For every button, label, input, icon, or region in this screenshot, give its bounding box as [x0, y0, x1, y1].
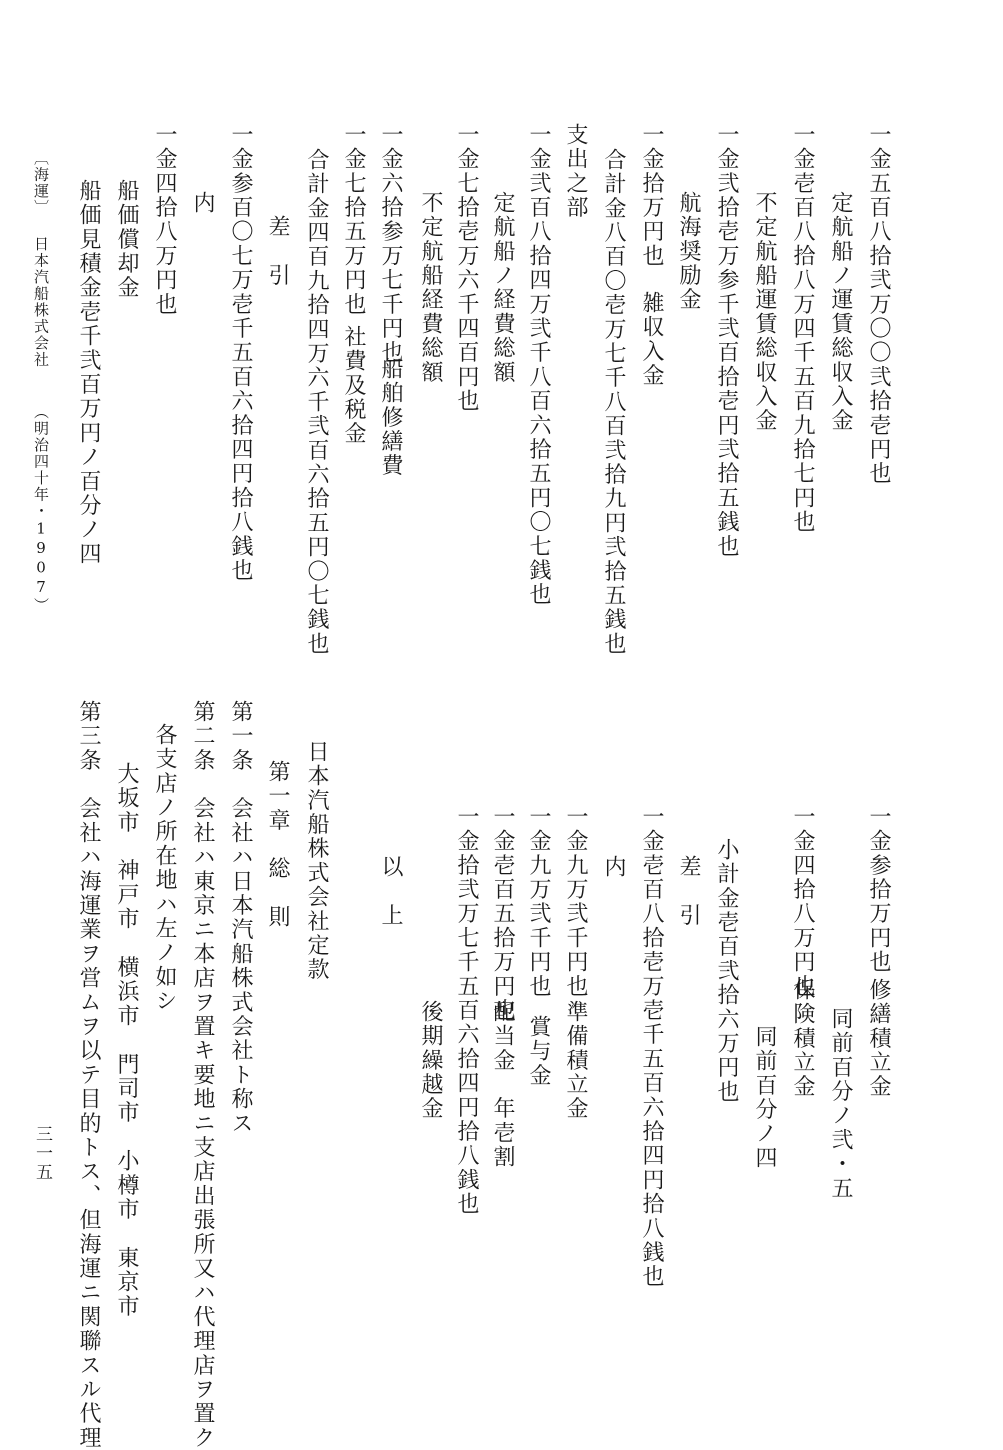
- section-heading: 差 引: [265, 215, 290, 288]
- running-head-period: （明治四十年・1907）: [32, 404, 50, 614]
- text-line: 同前百分ノ四: [752, 1025, 777, 1171]
- text-line: 一金拾弐万七千五百六拾四円拾八銭也: [454, 805, 479, 1217]
- text-line: 内: [190, 191, 215, 216]
- section-heading: 差 引: [676, 855, 701, 928]
- text-line: 小計金壱百弐拾六万円也: [714, 838, 739, 1105]
- text-line: 船価見積金壱千弐百万円ノ百分ノ四: [76, 179, 101, 567]
- closing-mark: 以 上: [378, 855, 403, 928]
- text-line: 船価償却金: [114, 179, 139, 300]
- text-line: 各支店ノ所在地ハ左ノ如シ: [152, 723, 177, 1014]
- text-line: 修繕積立金: [866, 978, 891, 1099]
- text-line: 一金七拾壱万六千四百円也: [454, 123, 479, 414]
- text-line: 一金四拾八万円也: [790, 805, 815, 999]
- text-line: 一金弐百八拾四万弐千八百六拾五円〇七銭也: [526, 123, 551, 607]
- text-line: 内: [601, 855, 626, 880]
- text-line: 一金四拾八万円也: [152, 123, 177, 317]
- text-line: 一金弐拾壱万参千弐百拾壱円弐拾五銭也: [714, 123, 739, 559]
- section-heading: 支出之部: [563, 123, 588, 220]
- document-title: 日本汽船株式会社定款: [304, 740, 329, 982]
- text-line: 賞与金: [526, 1015, 551, 1088]
- text-line: 一金九万弐千円也: [563, 805, 588, 999]
- text-line: 一金七拾五万円也: [341, 123, 366, 317]
- article-1: 第一条 会社ハ日本汽船株式会社ト称ス: [228, 700, 253, 1136]
- chapter-heading: 第一章 総 則: [265, 760, 290, 930]
- text-line: 雑収入金: [639, 291, 664, 388]
- text-line: 一金参百〇七万壱千五百六拾四円拾八銭也: [228, 123, 253, 583]
- text-line: 保険積立金: [790, 978, 815, 1099]
- text-line: 一金五百八拾弐万〇〇弐拾壱円也: [866, 123, 891, 486]
- running-head-category: 〔海運〕: [32, 150, 50, 216]
- text-line: 一金壱百八拾八万四千五百九拾七円也: [790, 123, 815, 535]
- text-line: 一金六拾参万七千円也: [378, 123, 403, 365]
- text-line: 不定航船運賃総収入金: [752, 191, 777, 433]
- text-line: 準備積立金: [563, 1000, 588, 1121]
- article-2: 第二条 会社ハ東京ニ本店ヲ置キ要地ニ支店出張所又ハ代理店ヲ置ク: [190, 700, 215, 1450]
- text-line: 一金九万弐千円也: [526, 805, 551, 999]
- running-head-company: 日本汽船株式会社: [32, 236, 50, 368]
- text-line: 大坂市 神戸市 横浜市 門司市 小樽市 東京市: [114, 762, 139, 1319]
- text-line: 合計金四百九拾四万六千弐百六拾五円〇七銭也: [304, 148, 329, 657]
- article-3: 第三条 会社ハ海運業ヲ営ムヲ以テ目的トス、但海運ニ関聯スル代理: [76, 700, 101, 1450]
- page-number: 三一五: [32, 1125, 52, 1182]
- text-line: 定航船ノ運賃総収入金: [828, 191, 853, 433]
- text-line: 同前百分ノ弐・五: [828, 1007, 853, 1201]
- text-line: 一金壱百八拾壱万壱千五百六拾四円拾八銭也: [639, 805, 664, 1289]
- text-line: 社費及税金: [341, 325, 366, 446]
- text-line: 不定航船経費総額: [418, 191, 443, 385]
- text-line: 航海奨励金: [676, 191, 701, 312]
- text-line: 一金参拾万円也: [866, 805, 891, 975]
- text-line: 合計金八百〇壱万七千八百弐拾九円弐拾五銭也: [601, 148, 626, 657]
- text-line: 配当金 年壱割: [490, 1000, 515, 1170]
- text-line: 一金拾万円也: [639, 123, 664, 269]
- text-line: 一金壱百五拾万円也: [490, 805, 515, 1023]
- text-line: 後期繰越金: [418, 1000, 443, 1121]
- text-line: 定航船ノ経費総額: [490, 191, 515, 385]
- text-line: 船舶修繕費: [378, 357, 403, 478]
